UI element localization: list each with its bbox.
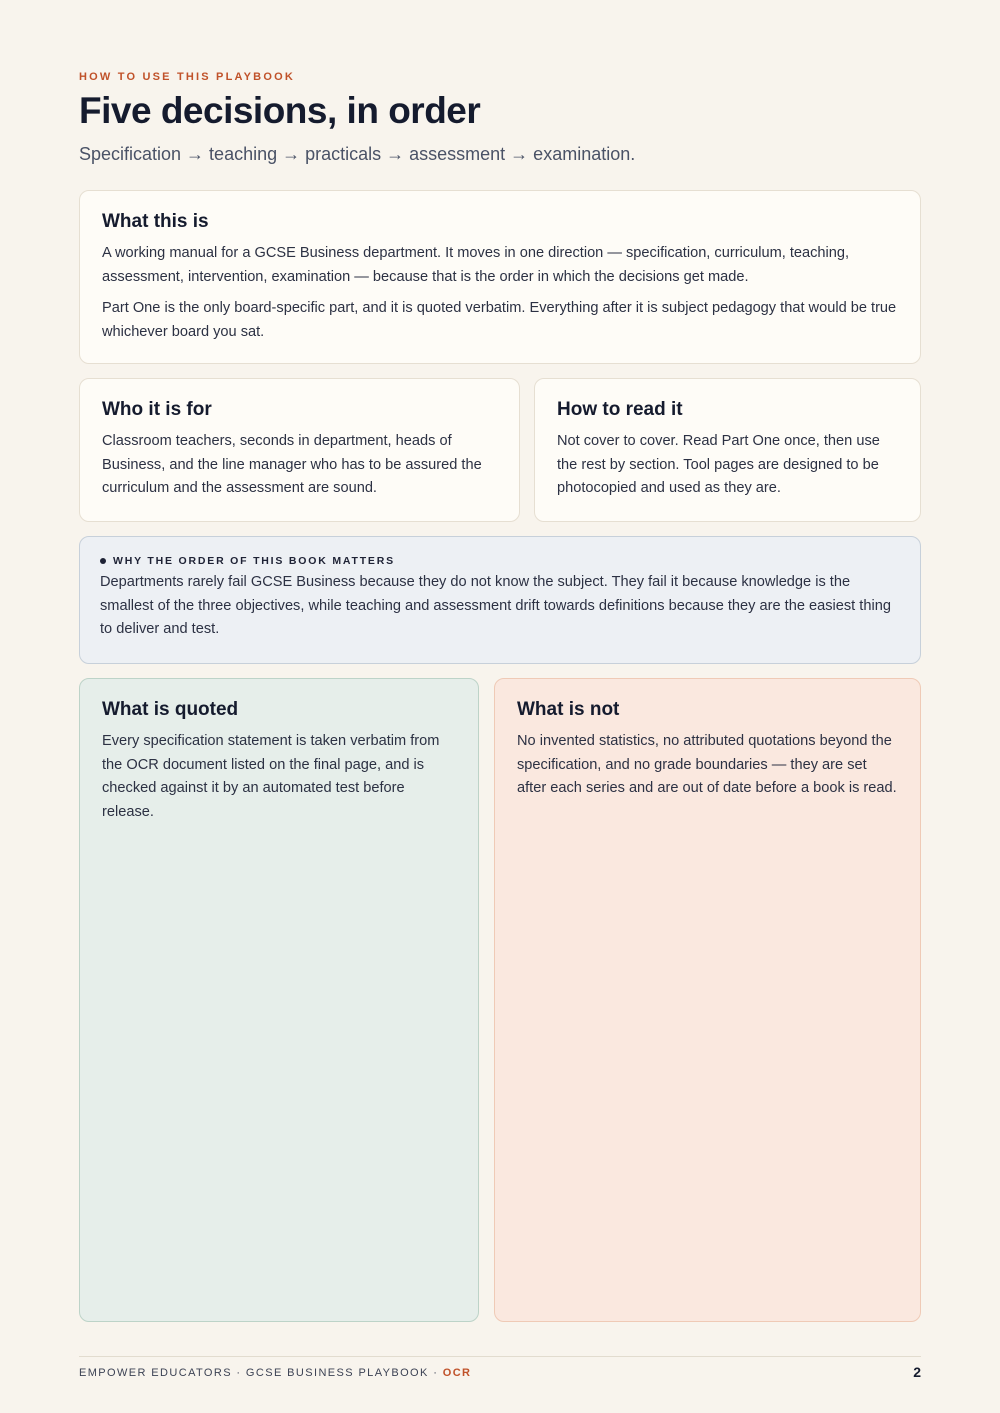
what-is-quoted-panel: [79, 678, 479, 1322]
footer-board: OCR: [442, 1367, 472, 1379]
section-eyebrow: HOW TO USE THIS PLAYBOOK: [79, 71, 295, 83]
bullet-dot-icon: [100, 558, 106, 564]
footer-running-title: [79, 1367, 471, 1379]
callout-label-text: WHY THE ORDER OF THIS BOOK MATTERS: [113, 555, 395, 567]
what-is-quoted-body: Every specification statement is taken verbatim from the OCR document listed on the final page, and is checked against it by an automated test before release.: [102, 733, 440, 820]
how-to-read-card: [534, 378, 921, 522]
what-is-not-heading: What is not: [517, 699, 620, 720]
what-this-is-card: [79, 190, 921, 364]
what-this-is-heading: What this is: [102, 211, 209, 232]
page-title: Five decisions, in order: [79, 90, 481, 131]
what-is-not-body: No invented statistics, no attributed quotations beyond the specification, and no grade boundaries — they are set after each series and are out of date before a book is read.: [517, 733, 897, 797]
what-this-is-paragraph-2: Part One is the only board-specific part, and it is quoted verbatim. Everything after it is subject pedagogy that would be true whichever board you sat.: [102, 300, 897, 340]
who-it-is-for-heading: Who it is for: [102, 399, 212, 420]
who-it-is-for-body: Classroom teachers, seconds in department, heads of Business, and the line manager who has to be assured the curriculum and the assessment are sound.: [102, 433, 482, 497]
page-number: 2: [913, 1364, 921, 1380]
what-is-quoted-heading: What is quoted: [102, 699, 239, 720]
footer-divider: [79, 1356, 921, 1357]
footer-publication: EMPOWER EDUCATORS · GCSE BUSINESS PLAYBOOK ·: [79, 1367, 443, 1379]
page: [79, 0, 921, 1413]
who-it-is-for-card: [79, 378, 520, 522]
callout-body: Departments rarely fail GCSE Business because they do not know the subject. They fail it because knowledge is the smallest of the three objectives, while teaching and assessment drift towards definitions because they are the easiest thing to deliver and test.: [100, 574, 891, 638]
page-subtitle: Specification → teaching → practicals → assessment → examination.: [79, 144, 636, 164]
how-to-read-heading: How to read it: [557, 399, 683, 420]
callout-label: [100, 555, 900, 567]
order-callout: [79, 536, 921, 664]
how-to-read-body: Not cover to cover. Read Part One once, then use the rest by section. Tool pages are designed to be photocopied and used as they are.: [557, 433, 880, 497]
what-this-is-paragraph-1: A working manual for a GCSE Business department. It moves in one direction — specification, curriculum, teaching, assessment, intervention, examination — because that is the order in which the decisions get made.: [102, 245, 850, 285]
what-is-not-panel: [494, 678, 921, 1322]
